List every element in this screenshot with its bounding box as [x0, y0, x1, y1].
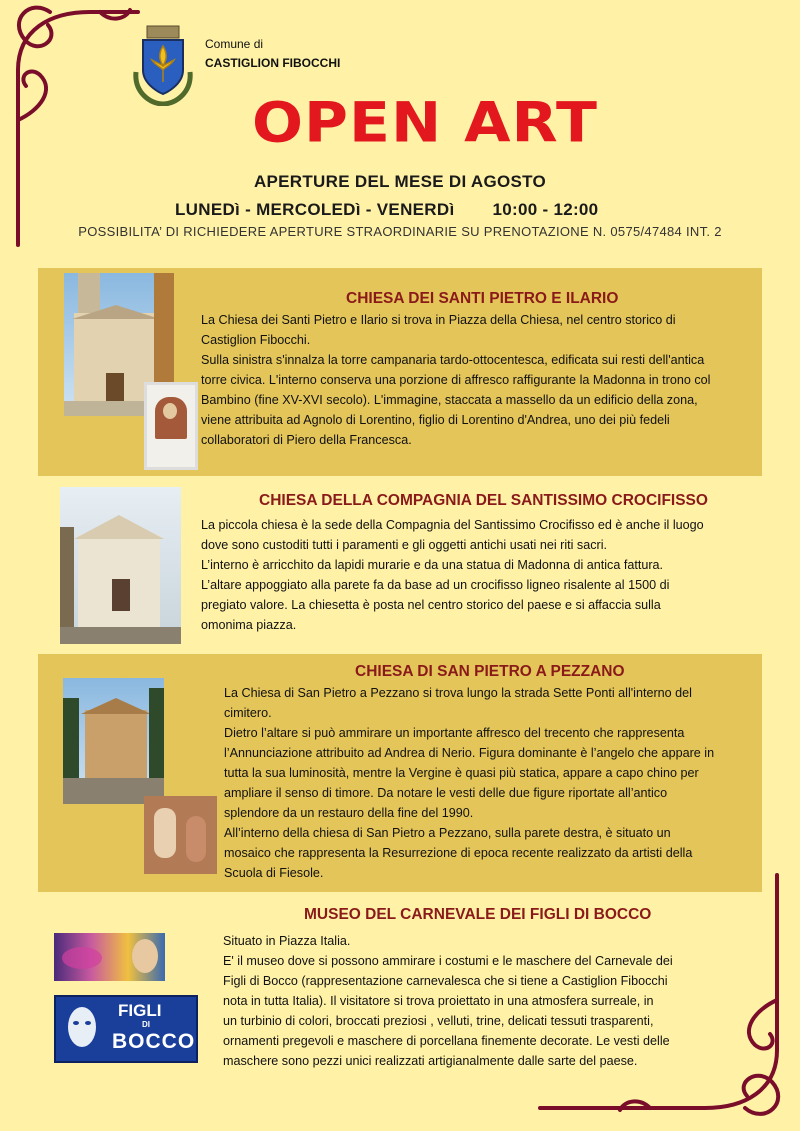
section-body-museo: Situato in Piazza Italia. E' il museo dove si possono ammirare i costumi e le maschere del Carnevale dei Figli di Bocco (rappresentazione carnevalesca che si tiene a Castiglion Fibocchi nota in tutta Italia). Il visitatore si trova proiettato in una atmosfera surreale, in un turbinio di colori, broccati preziosi , velluti, trine, delicati tessuti trasparenti, ornamenti pregevoli e maschere di porcellana finemente decorate. Le vesti delle maschere sono pezzi unici realizzati artigianalmente dalle sarte del paese.	[223, 934, 673, 1068]
section-san-pietro-pezzano	[38, 654, 762, 892]
fresco-madonna-photo	[144, 382, 198, 470]
section-title-museo: MUSEO DEL CARNEVALE DEI FIGLI DI BOCCO	[304, 906, 652, 923]
face-icon	[62, 1003, 102, 1055]
logo-line1: FIGLI	[118, 1001, 162, 1020]
page-title: OPEN ART	[252, 90, 598, 156]
booking-note: POSSIBILITA’ DI RICHIEDERE APERTURE STRAORDINARIE SU PRENOTAZIONE N. 0575/47484 INT. 2	[78, 224, 722, 239]
figli-di-bocco-logo	[54, 995, 198, 1063]
section-title: CHIESA DEI SANTI PIETRO E ILARIO	[346, 290, 619, 307]
church-photo-pezzano	[63, 678, 164, 804]
opening-days	[175, 200, 598, 220]
logo-line3: BOCCO	[112, 1030, 196, 1053]
comune-label	[205, 35, 340, 72]
days: LUNEDì - MERCOLEDì - VENERDì	[175, 200, 455, 219]
section-title: CHIESA DI SAN PIETRO A PEZZANO	[355, 663, 625, 680]
section-body-crocifisso: La piccola chiesa è la sede della Compagnia del Santissimo Crocifisso ed è anche il luogo dove sono custoditi tutti i paramenti e gli oggetti antichi usati nei riti sacri. L’interno è arricchito da lapidi murarie e da una statua di Madonna di antica fattura. L’altare appoggiato alla parete fa da base ad un crocifisso ligneo risalente al 1500 di pregiato valore. La chiesetta è posta nel centro storico del paese e si affaccia sulla omonima piazza.	[201, 518, 704, 632]
hours: 10:00 - 12:00	[492, 200, 599, 219]
church-photo-crocifisso	[60, 487, 181, 644]
section-body: La Chiesa di San Pietro a Pezzano si trova lungo la strada Sette Ponti all'interno del cimitero. Dietro l’altare si può ammirare un importante affresco del trecento che rappresenta l’Annunciazione attribuito ad Andrea di Nerio. Figura dominante è l’angelo che appare in tutta la sua luminosità, mentre la Vergine è quasi più statica, appare a capo chino per ampliare il senso di timore. Da notare le vesti delle due figure riportate all’antico splendore da un restauro della fine del 1990. All’interno della chiesa di San Pietro a Pezzano, sulla parete destra, è situato un mosaico che rappresenta la Resurrezione di epoca recente realizzato da artisti della Scuola di Fiesole.	[224, 686, 715, 880]
section-title-crocifisso: CHIESA DELLA COMPAGNIA DEL SANTISSIMO CROCIFISSO	[259, 492, 708, 509]
comune-name: CASTIGLION FIBOCCHI	[205, 55, 341, 70]
carnival-mask-photo	[54, 933, 165, 981]
section-body: La Chiesa dei Santi Pietro e Ilario si trova in Piazza della Chiesa, nel centro storico di Castiglion Fibocchi. Sulla sinistra s'innalza la torre campanaria tardo-ottocentesca, edificata sui resti dell'antica torre civica. L'interno conserva una porzione di affresco raffigurante la Madonna in trono col Bambino (fine XV-XVI secolo). L'immagine, staccata a massello da un edificio della zona, viene attribuita ad Agnolo di Lorentino, figlio di Lorentino d'Andrea, uno dei più fedeli collaboratori di Piero della Francesca.	[201, 313, 711, 447]
logo-line2: DI	[142, 1020, 150, 1029]
subtitle: APERTURE DEL MESE DI AGOSTO	[253, 172, 547, 191]
comune-prefix: Comune di	[205, 37, 264, 51]
section-santi-pietro-ilario	[38, 268, 762, 476]
fresco-annunciation-photo	[144, 796, 217, 874]
